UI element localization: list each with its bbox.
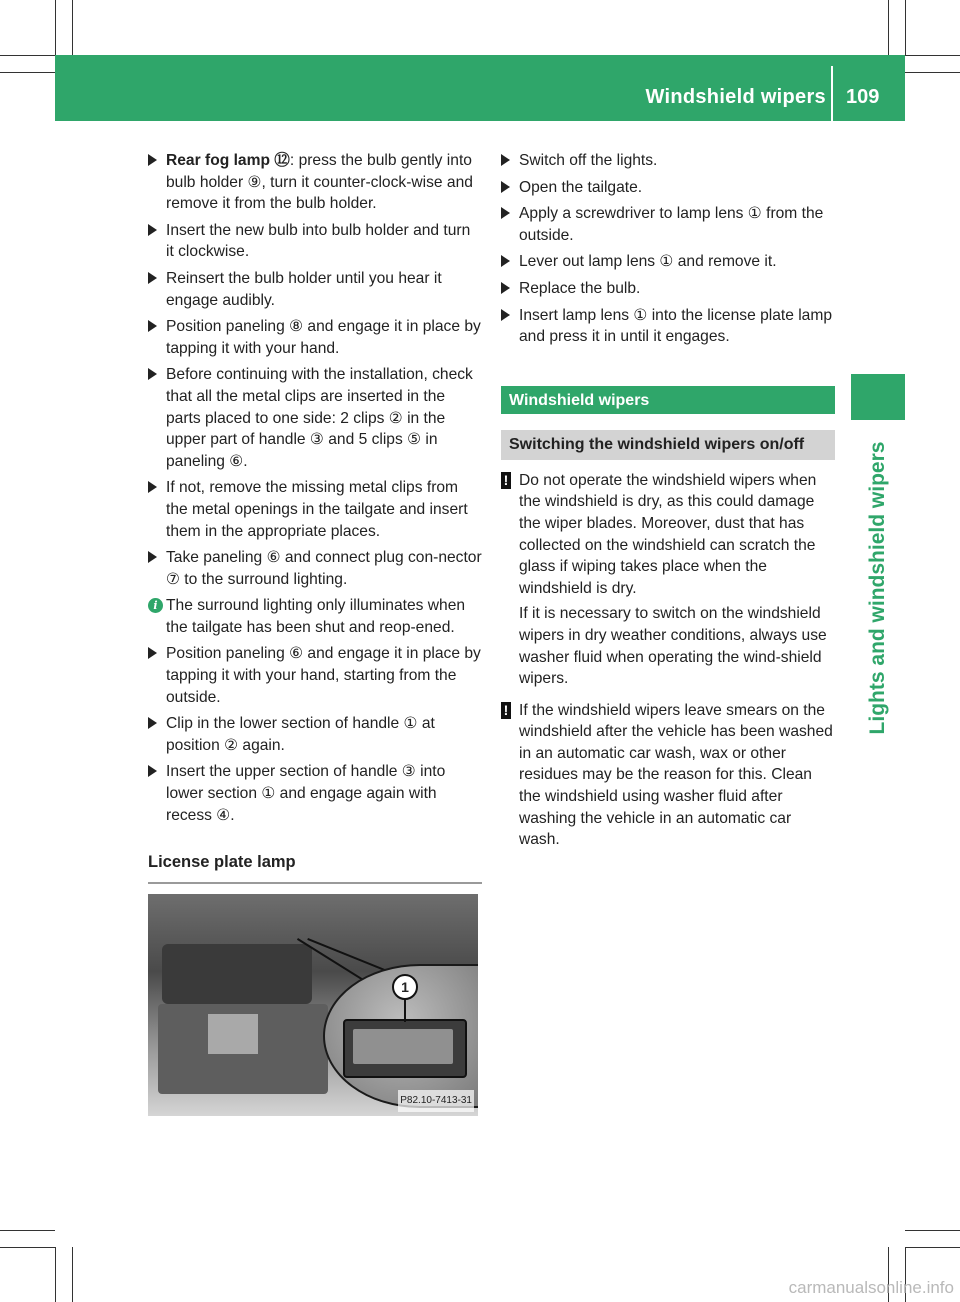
license-plate-lamp-figure xyxy=(148,894,478,1116)
warning-icon: ! xyxy=(501,472,511,489)
arrow-icon xyxy=(148,154,157,166)
step-text: Before continuing with the installation, check that all the metal clips are inserted in the parts placed to one side: 2 clips ② in the upper part of handle ③ and 5 clips ⑤ in paneling ⑥. xyxy=(166,366,473,470)
step-item xyxy=(148,477,482,542)
crop-mark xyxy=(905,72,960,73)
arrow-icon xyxy=(501,282,510,294)
arrow-icon xyxy=(148,368,157,380)
crop-mark xyxy=(55,1247,56,1302)
warning-text: Do not operate the windshield wipers when the windshield is dry, as this could damage the wiper blades. Moreover, dust that has collected on the windshield can scratch the glass if wiping takes place when the windshield is dry. xyxy=(519,471,817,597)
subheading-license-plate-lamp: License plate lamp xyxy=(148,852,482,884)
crop-mark xyxy=(72,1247,73,1302)
warning-note xyxy=(501,470,835,690)
step-text: Lever out lamp lens ① and remove it. xyxy=(519,253,777,271)
step-list-right xyxy=(501,150,835,348)
step-text: Reinsert the bulb holder until you hear it engage audibly. xyxy=(166,269,442,309)
arrow-icon xyxy=(148,224,157,236)
figure-callout-leader xyxy=(404,998,406,1022)
header-separator xyxy=(831,66,833,121)
page-title: Windshield wipers xyxy=(645,86,826,108)
step-item xyxy=(148,150,482,215)
step-list-a xyxy=(148,150,482,590)
arrow-icon xyxy=(501,181,510,193)
crop-mark xyxy=(0,55,55,56)
step-text: Open the tailgate. xyxy=(519,178,643,196)
step-text: Take paneling ⑥ and connect plug con-nector ⑦ to the surround lighting. xyxy=(166,549,482,588)
step-item xyxy=(148,316,482,359)
side-tab-marker xyxy=(851,374,905,420)
right-column xyxy=(501,150,835,861)
step-item xyxy=(148,268,482,311)
step-item xyxy=(501,150,835,172)
info-note xyxy=(148,595,482,638)
arrow-icon xyxy=(148,717,157,729)
arrow-icon xyxy=(148,320,157,332)
step-text: Position paneling ⑧ and engage it in place by tapping it with your hand. xyxy=(166,318,481,357)
crop-mark xyxy=(888,0,889,55)
step-text: Position paneling ⑥ and engage it in place by tapping it with your hand, starting from the outside. xyxy=(166,645,481,706)
step-text: Replace the bulb. xyxy=(519,279,641,297)
arrow-icon xyxy=(501,154,510,166)
warning-note xyxy=(501,700,835,851)
step-item xyxy=(501,251,835,273)
arrow-icon xyxy=(148,765,157,777)
figure-callout: 1 xyxy=(392,974,418,1000)
step-list-b xyxy=(148,643,482,826)
section-heading-windshield-wipers: Windshield wipers xyxy=(501,386,835,414)
step-item xyxy=(148,220,482,263)
warning-text: If it is necessary to switch on the windshield wipers in dry weather conditions, always use washer fluid when operating the wind-shield wipers. xyxy=(519,605,827,688)
crop-mark xyxy=(905,55,960,56)
step-item xyxy=(501,203,835,246)
info-icon: i xyxy=(148,598,163,613)
step-text: If not, remove the missing metal clips from the metal openings in the tailgate and insert them in the appropriate places. xyxy=(166,479,468,540)
subsection-heading-switching-wipers: Switching the windshield wipers on/off xyxy=(501,430,835,460)
arrow-icon xyxy=(148,272,157,284)
crop-mark xyxy=(55,0,56,55)
step-text: : press the bulb gently into bulb holder ⑨, turn it counter-clock-wise and remove it from the bulb holder. xyxy=(166,152,473,213)
step-text: Insert lamp lens ① into the license plate lamp and press it in until it engages. xyxy=(519,306,833,346)
crop-mark xyxy=(905,1230,960,1231)
crop-mark xyxy=(0,1230,55,1231)
figure-rear-window xyxy=(162,944,312,1004)
arrow-icon xyxy=(148,481,157,493)
left-column xyxy=(148,150,482,1116)
crop-mark xyxy=(72,0,73,55)
step-item xyxy=(501,278,835,300)
figure-cargo-box xyxy=(208,1014,258,1054)
side-tab-label: Lights and windshield wipers xyxy=(866,441,889,735)
step-item xyxy=(148,364,482,472)
step-item xyxy=(501,305,835,348)
figure-code: P82.10-7413-31 xyxy=(398,1090,474,1112)
step-lead: Rear fog lamp ⑫ xyxy=(166,152,290,169)
step-text: Insert the upper section of handle ③ into lower section ① and engage again with recess ④. xyxy=(166,763,446,824)
info-text: The surround lighting only illuminates when the tailgate has been shut and reop-ened. xyxy=(166,597,466,636)
step-text: Apply a screwdriver to lamp lens ① from the outside. xyxy=(519,205,824,244)
arrow-icon xyxy=(148,551,157,563)
step-text: Switch off the lights. xyxy=(519,152,658,169)
warning-icon: ! xyxy=(501,702,511,719)
step-item xyxy=(148,643,482,708)
figure-lamp-lens xyxy=(353,1029,453,1064)
crop-mark xyxy=(905,1247,960,1248)
watermark: carmanualsonline.info xyxy=(788,1278,954,1297)
arrow-icon xyxy=(501,255,510,267)
arrow-icon xyxy=(501,207,510,219)
step-item xyxy=(501,177,835,199)
warning-text: If the windshield wipers leave smears on the windshield after the vehicle has been washed in an automatic car wash, wax or other residues may be the reason for this. Clean the windshield using washer fluid after washing the vehicle in an automatic car wash. xyxy=(519,701,833,849)
step-item xyxy=(148,547,482,590)
step-text: Insert the new bulb into bulb holder and turn it clockwise. xyxy=(166,221,471,261)
step-item xyxy=(148,713,482,756)
arrow-icon xyxy=(148,647,157,659)
crop-mark xyxy=(905,0,906,55)
crop-mark xyxy=(0,1247,55,1248)
step-item xyxy=(148,761,482,826)
crop-mark xyxy=(0,72,55,73)
page-number: 109 xyxy=(846,86,880,108)
step-text: Clip in the lower section of handle ① at position ② again. xyxy=(166,715,435,754)
arrow-icon xyxy=(501,309,510,321)
